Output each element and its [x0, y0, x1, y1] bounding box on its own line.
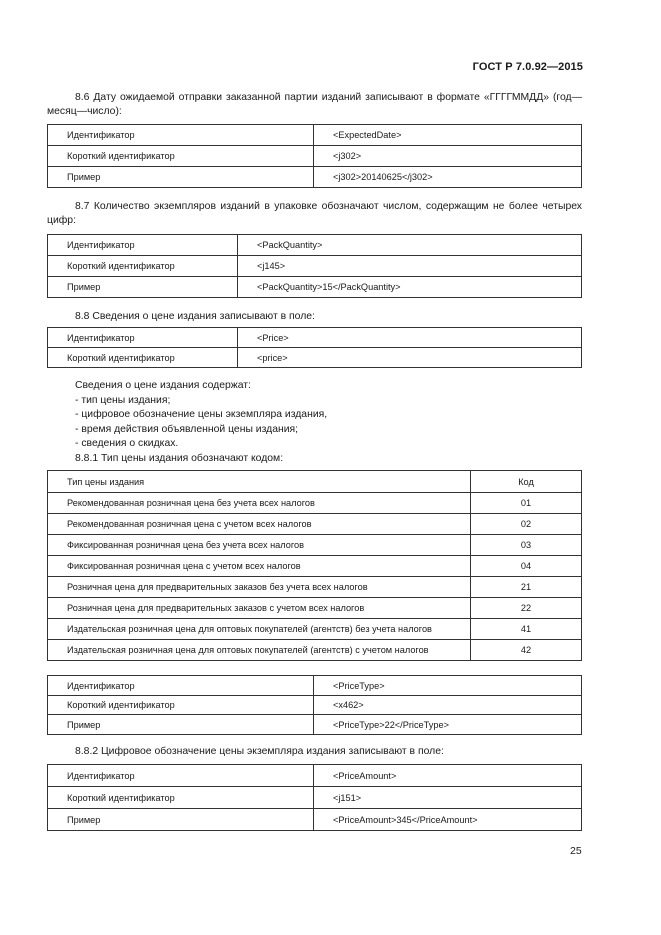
section-8-8-table: [47, 327, 582, 368]
cell-label: Розничная цена для предварительных заказов без учета всех налогов: [48, 577, 471, 598]
cell-label: Пример: [48, 167, 314, 188]
cell-code: 04: [471, 556, 582, 577]
cell-code: 21: [471, 577, 582, 598]
cell-value: <PriceAmount>: [314, 765, 582, 787]
table-row: [48, 598, 582, 619]
cell-value: <j151>: [314, 787, 582, 809]
section-8-7-text: 8.7 Количество экземпляров изданий в упаковке обозначают числом, содержащим не более четырех цифр:: [47, 201, 582, 226]
cell-label: Короткий идентификатор: [48, 146, 314, 167]
table-row: [48, 348, 582, 368]
cell-label: Издательская розничная цена для оптовых покупателей (агентств) с учетом налогов: [48, 640, 471, 661]
cell-label: Розничная цена для предварительных заказов с учетом всех налогов: [48, 598, 471, 619]
list-item: - сведения о скидках.: [75, 438, 179, 449]
cell-label: Короткий идентификатор: [48, 787, 314, 809]
table-row: [48, 715, 582, 735]
cell-label: Короткий идентификатор: [48, 256, 238, 277]
cell-code: 03: [471, 535, 582, 556]
cell-value: <Price>: [238, 328, 582, 348]
cell-label: Короткий идентификатор: [48, 696, 314, 715]
table-row: [48, 146, 582, 167]
table-row: [48, 696, 582, 715]
table-row: [48, 493, 582, 514]
price-type-code-table: [47, 470, 582, 661]
cell-label: Пример: [48, 809, 314, 831]
cell-label: Идентификатор: [48, 328, 238, 348]
section-8-8-text: 8.8 Сведения о цене издания записывают в поле:: [75, 311, 315, 322]
section-8-8-2-text: 8.8.2 Цифровое обозначение цены экземпляра издания записывают в поле:: [75, 746, 444, 757]
table-row: [48, 514, 582, 535]
cell-code: 02: [471, 514, 582, 535]
table-row: [48, 256, 582, 277]
table-row: [48, 619, 582, 640]
cell-value: <PriceType>22</PriceType>: [314, 715, 582, 735]
cell-value: <j145>: [238, 256, 582, 277]
list-item: - цифровое обозначение цены экземпляра издания,: [75, 409, 328, 420]
cell-code: 41: [471, 619, 582, 640]
list-item: - время действия объявленной цены издания;: [75, 423, 299, 435]
cell-code: 42: [471, 640, 582, 661]
cell-label: Издательская розничная цена для оптовых покупателей (агентств) без учета налогов: [48, 619, 471, 640]
cell-label: Пример: [48, 715, 314, 735]
cell-value: <PriceAmount>345</PriceAmount>: [314, 809, 582, 831]
cell-value: <x462>: [314, 696, 582, 715]
cell-label: Короткий идентификатор: [48, 348, 238, 368]
section-8-8-1-text: 8.8.1 Тип цены издания обозначают кодом:: [75, 453, 284, 464]
column-header: Код: [471, 471, 582, 493]
cell-value: <j302>20140625</j302>: [314, 167, 582, 188]
table-row: [48, 235, 582, 256]
table-row: [48, 167, 582, 188]
list-intro: Сведения о цене издания содержат:: [75, 380, 251, 391]
cell-label: Идентификатор: [48, 676, 314, 696]
section-8-6-text: 8.6 Дату ожидаемой отправки заказанной партии изданий записывают в формате «ГГГГММДД» (год—месяц—число):: [47, 92, 582, 117]
cell-value: <PackQuantity>: [238, 235, 582, 256]
cell-label: Идентификатор: [48, 765, 314, 787]
page-number: 25: [570, 845, 582, 857]
table-row: [48, 640, 582, 661]
cell-label: Пример: [48, 277, 238, 298]
cell-value: <PriceType>: [314, 676, 582, 696]
list-item: - тип цены издания;: [75, 394, 171, 406]
cell-code: 01: [471, 493, 582, 514]
table-row: [48, 577, 582, 598]
cell-label: Фиксированная розничная цена с учетом всех налогов: [48, 556, 471, 577]
section-8-6-table: [47, 124, 582, 188]
cell-label: Рекомендованная розничная цена с учетом всех налогов: [48, 514, 471, 535]
table-row: [48, 676, 582, 696]
table-row: [48, 556, 582, 577]
price-contents-list: [75, 379, 327, 452]
table-row: [48, 809, 582, 831]
price-amount-table: [47, 764, 582, 831]
price-type-table: [47, 675, 582, 735]
table-row: [48, 787, 582, 809]
cell-value: <j302>: [314, 146, 582, 167]
cell-value: <ExpectedDate>: [314, 125, 582, 146]
cell-value: <price>: [238, 348, 582, 368]
cell-value: <PackQuantity>15</PackQuantity>: [238, 277, 582, 298]
cell-label: Фиксированная розничная цена без учета всех налогов: [48, 535, 471, 556]
section-8-7-table: [47, 234, 582, 298]
cell-code: 22: [471, 598, 582, 619]
table-row: [48, 535, 582, 556]
table-row: [48, 277, 582, 298]
table-header-row: [48, 471, 582, 493]
table-row: [48, 328, 582, 348]
cell-label: Идентификатор: [48, 235, 238, 256]
table-row: [48, 765, 582, 787]
cell-label: Идентификатор: [48, 125, 314, 146]
column-header: Тип цены издания: [48, 471, 471, 493]
table-row: [48, 125, 582, 146]
cell-label: Рекомендованная розничная цена без учета всех налогов: [48, 493, 471, 514]
document-standard-header: ГОСТ Р 7.0.92—2015: [472, 61, 583, 73]
